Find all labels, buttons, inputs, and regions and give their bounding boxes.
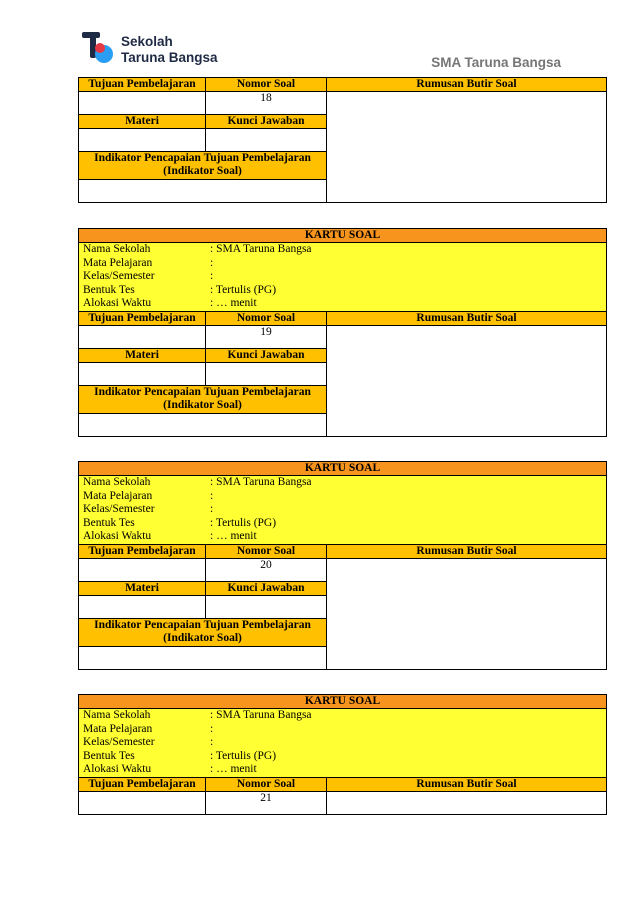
logo-mark-icon — [80, 30, 118, 68]
label-kelas: Kelas/Semester — [83, 503, 155, 515]
header-kunci: Kunci Jawaban — [206, 581, 327, 595]
header-kunci: Kunci Jawaban — [206, 348, 327, 362]
kartu-soal-20 — [78, 461, 606, 670]
label-nama-sekolah: Nama Sekolah — [83, 476, 151, 488]
value-mata-pelajaran: : — [210, 722, 214, 735]
kartu-soal-19 — [78, 228, 606, 437]
kartu-title: KARTU SOAL — [79, 229, 607, 243]
header-materi: Materi — [79, 581, 206, 595]
value-alokasi-waktu: : … menit — [210, 763, 257, 775]
indikator-line1: Indikator Pencapaian Tujuan Pembelajaran — [94, 152, 311, 164]
header-rumusan: Rumusan Butir Soal — [327, 777, 607, 791]
indikator-line2: (Indikator Soal) — [163, 165, 242, 177]
value-alokasi-waktu: : … menit — [210, 297, 257, 309]
label-alokasi-waktu: Alokasi Waktu — [83, 297, 152, 309]
materi-cell — [79, 362, 206, 385]
logo-text-line2: Taruna Bangsa — [121, 50, 218, 65]
value-nama-sekolah: : SMA Taruna Bangsa — [210, 709, 312, 721]
label-kelas: Kelas/Semester — [83, 270, 155, 282]
value-nama-sekolah: : SMA Taruna Bangsa — [210, 243, 312, 255]
header-rumusan: Rumusan Butir Soal — [327, 311, 607, 325]
rumusan-cell — [327, 92, 607, 203]
indikator-line1: Indikator Pencapaian Tujuan Pembelajaran — [94, 618, 311, 631]
rumusan-cell — [327, 791, 607, 814]
school-name-header: SMA Taruna Bangsa — [431, 55, 561, 70]
value-nama-sekolah: : SMA Taruna Bangsa — [210, 476, 312, 488]
value-mata-pelajaran: : — [210, 489, 214, 502]
kartu-title: KARTU SOAL — [79, 462, 607, 476]
value-kelas: : — [210, 503, 214, 515]
header-materi: Materi — [79, 115, 206, 129]
kartu-soal-18 — [78, 77, 606, 203]
header-rumusan: Rumusan Butir Soal — [327, 78, 607, 92]
header-tujuan: Tujuan Pembelajaran — [79, 777, 206, 791]
school-logo — [80, 30, 220, 70]
value-bentuk-tes: : Tertulis (PG) — [210, 283, 277, 296]
tujuan-cell — [79, 92, 206, 115]
header-kunci: Kunci Jawaban — [206, 115, 327, 129]
tujuan-cell — [79, 325, 206, 348]
label-nama-sekolah: Nama Sekolah — [83, 243, 151, 255]
header-materi: Materi — [79, 348, 206, 362]
indikator-line2: (Indikator Soal) — [163, 398, 242, 411]
identitas-block — [79, 709, 607, 778]
rumusan-cell — [327, 558, 607, 669]
label-alokasi-waktu: Alokasi Waktu — [83, 530, 152, 542]
value-bentuk-tes: : Tertulis (PG) — [210, 749, 277, 762]
indikator-line2: (Indikator Soal) — [163, 631, 242, 644]
header-indikator — [79, 152, 327, 180]
identitas-block — [79, 476, 607, 545]
header-tujuan: Tujuan Pembelajaran — [79, 544, 206, 558]
nomor-soal-value: 20 — [206, 558, 327, 581]
nomor-soal-value: 21 — [206, 791, 327, 814]
label-bentuk-tes: Bentuk Tes — [83, 283, 135, 296]
indikator-line1: Indikator Pencapaian Tujuan Pembelajaran — [94, 385, 311, 398]
kartu-title: KARTU SOAL — [79, 695, 607, 709]
label-kelas: Kelas/Semester — [83, 736, 155, 748]
header-nomor-soal: Nomor Soal — [206, 78, 327, 92]
value-kelas: : — [210, 270, 214, 282]
header-tujuan: Tujuan Pembelajaran — [79, 311, 206, 325]
value-alokasi-waktu: : … menit — [210, 530, 257, 542]
nomor-soal-value: 19 — [206, 325, 327, 348]
label-bentuk-tes: Bentuk Tes — [83, 516, 135, 529]
label-mata-pelajaran: Mata Pelajaran — [83, 489, 153, 502]
value-bentuk-tes: : Tertulis (PG) — [210, 516, 277, 529]
header-rumusan: Rumusan Butir Soal — [327, 544, 607, 558]
value-mata-pelajaran: : — [210, 256, 214, 269]
rumusan-cell — [327, 325, 607, 436]
tujuan-cell — [79, 791, 206, 814]
header-indikator — [79, 385, 327, 413]
kartu-soal-21 — [78, 694, 606, 815]
materi-cell — [79, 595, 206, 618]
header-indikator — [79, 618, 327, 646]
label-mata-pelajaran: Mata Pelajaran — [83, 722, 153, 735]
identitas-block — [79, 243, 607, 312]
kunci-cell — [206, 129, 327, 152]
indikator-cell — [79, 180, 327, 203]
tujuan-cell — [79, 558, 206, 581]
label-alokasi-waktu: Alokasi Waktu — [83, 763, 152, 775]
header-nomor-soal: Nomor Soal — [206, 777, 327, 791]
label-nama-sekolah: Nama Sekolah — [83, 709, 151, 721]
label-bentuk-tes: Bentuk Tes — [83, 749, 135, 762]
header-nomor-soal: Nomor Soal — [206, 544, 327, 558]
materi-cell — [79, 129, 206, 152]
header-tujuan: Tujuan Pembelajaran — [79, 78, 206, 92]
indikator-cell — [79, 413, 327, 436]
nomor-soal-value: 18 — [206, 92, 327, 115]
kunci-cell — [206, 595, 327, 618]
indikator-cell — [79, 646, 327, 669]
value-kelas: : — [210, 736, 214, 748]
logo-text-line1: Sekolah — [121, 34, 173, 49]
label-mata-pelajaran: Mata Pelajaran — [83, 256, 153, 269]
header-nomor-soal: Nomor Soal — [206, 311, 327, 325]
kunci-cell — [206, 362, 327, 385]
